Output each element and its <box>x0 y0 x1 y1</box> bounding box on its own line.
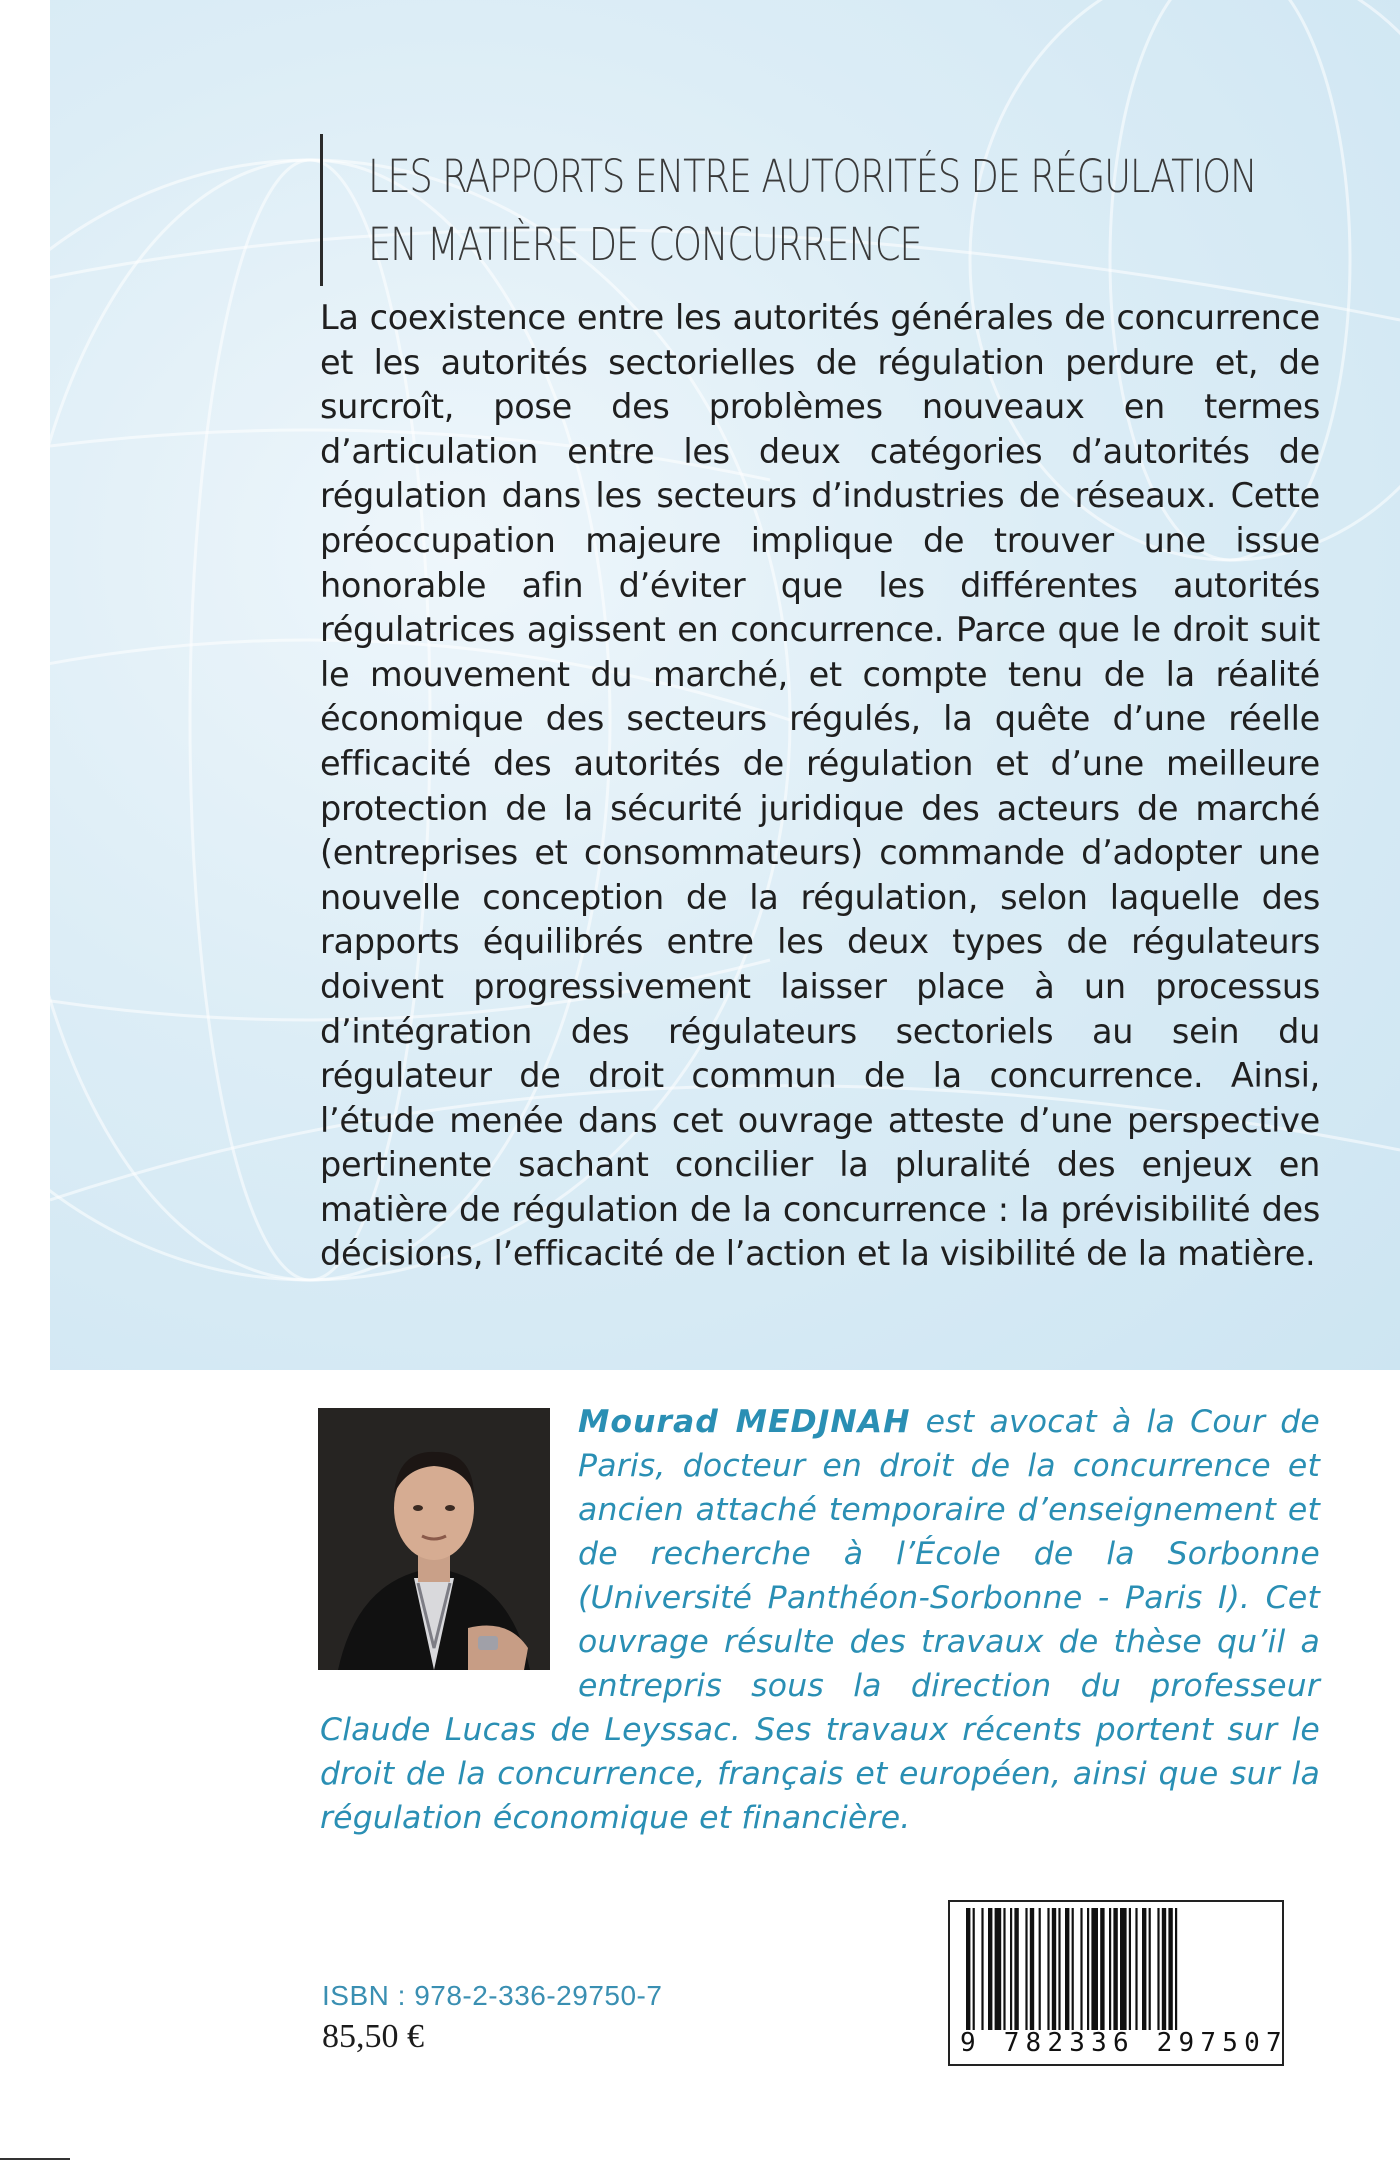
book-title-line-1: LES RAPPORTS ENTRE AUTORITÉS DE RÉGULATION <box>368 150 1257 203</box>
book-title-line-2: EN MATIÈRE DE CONCURRENCE <box>368 218 922 271</box>
barcode <box>948 1900 1288 2066</box>
trim-mark <box>0 2158 70 2160</box>
photo-wrap-spacer <box>320 1400 578 1680</box>
author-biography <box>320 1400 1320 1840</box>
barcode-digits: 9 782336 297507 <box>960 2028 1288 2058</box>
author-name: Mourad MEDJNAH <box>578 1404 911 1440</box>
price-label: 85,50 € <box>322 2018 424 2055</box>
book-summary: La coexistence entre les autorités générales de concurrence et les autorités sectorielles de régulation perdure et, de surcroît, pose des problèmes nouveaux en termes d’articulation entre les deux catégories d’autorités de régulation dans les secteurs d’industries de réseaux. Cette préoccupation majeure implique de trouver une issue honorable afin d’éviter que les différentes autorités régulatrices agissent en concurrence. Parce que le droit suit le mouvement du marché, et compte tenu de la réalité économique des secteurs régulés, la quête d’une réelle efficacité des autorités de régulation et d’une meilleure protection de la sécurité juridique des acteurs de marché (entreprises et consommateurs) commande d’adopter une nouvelle conception de la régulation, selon laquelle des rapports équilibrés entre les deux types de régulateurs doivent progressivement laisser place à un processus d’intégration des régulateurs sectoriels au sein du régulateur de droit commun de la concurrence. Ainsi, l’étude menée dans cet ouvrage atteste d’une perspective pertinente sachant concilier la pluralité des enjeux en matière de régulation de la concurrence : la prévisibilité des décisions, l’efficacité de l’action et la visibilité de la matière. <box>320 298 1320 1274</box>
barcode-bars-graphic <box>964 1908 1270 2030</box>
isbn-number: ISBN : 978-2-336-29750-7 <box>322 1980 663 2011</box>
title-accent-bar <box>320 134 323 286</box>
author-bio-text: est avocat à la Cour de Paris, docteur en droit de la concurrence et ancien attaché temporaire d’enseignement et de recherche à l’École de la Sorbonne (Université Panthéon-Sorbonne - Paris I). Cet ouvrage résulte des travaux de thèse qu’il a entrepris sous la direction du professeur Claude Lucas de Leyssac. Ses travaux récents portent sur le droit de la concurrence, français et européen, ainsi que sur la régulation économique et financière. <box>320 1404 1321 1836</box>
